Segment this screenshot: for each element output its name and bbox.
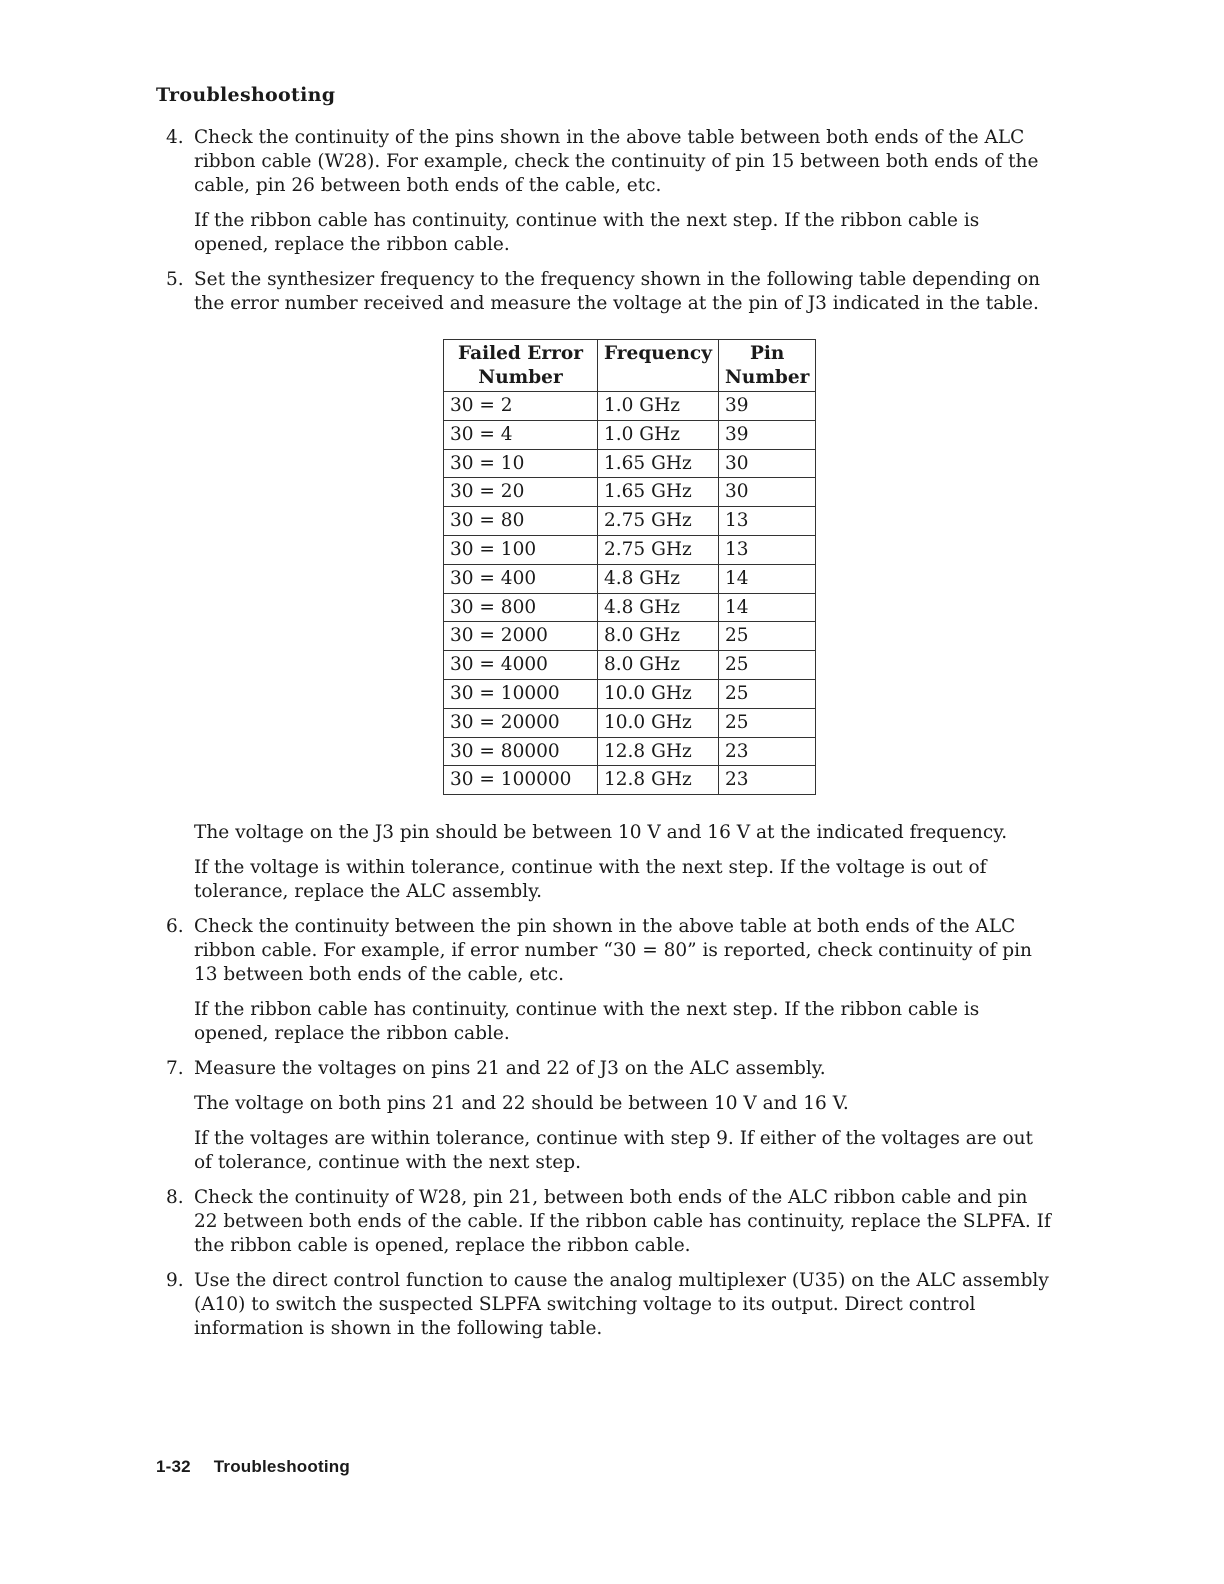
frequency-cell: 8.0 GHz <box>598 651 719 680</box>
pin-cell: 14 <box>718 564 815 593</box>
step-6 <box>166 915 1056 987</box>
pin-cell: 14 <box>718 593 815 622</box>
table-row <box>444 507 816 536</box>
error-number-cell: 30 = 400 <box>444 564 598 593</box>
step-number: 5. <box>166 269 184 290</box>
pin-cell: 25 <box>718 708 815 737</box>
table-row <box>444 449 816 478</box>
frequency-cell: 2.75 GHz <box>598 507 719 536</box>
error-number-cell: 30 = 4 <box>444 420 598 449</box>
error-number-cell: 30 = 10 <box>444 449 598 478</box>
pin-cell: 13 <box>718 535 815 564</box>
error-number-cell: 30 = 2 <box>444 392 598 421</box>
step-text: Check the continuity of the pins shown in the above table between both ends of the ALC ribbon cable (W28). For example, check the continuity of pin 15 between both ends of the cable, pin 26 between both ends of the cable, etc. <box>194 127 1039 196</box>
frequency-cell: 12.8 GHz <box>598 766 719 795</box>
step-4 <box>166 126 1056 198</box>
step-6-note: If the ribbon cable has continuity, continue with the next step. If the ribbon cable is opened, replace the ribbon cable. <box>194 999 980 1045</box>
step-number: 4. <box>166 127 184 148</box>
table-header-row <box>444 340 816 392</box>
table-row <box>444 420 816 449</box>
error-frequency-table <box>443 339 816 795</box>
table-row <box>444 593 816 622</box>
step-text: Check the continuity of W28, pin 21, between both ends of the ALC ribbon cable and pin 22 between both ends of the cable. If the ribbon cable has continuity, replace the SLPFA. If the ribbon cable is opened, replace the ribbon cable. <box>194 1187 1051 1257</box>
frequency-cell: 4.8 GHz <box>598 593 719 622</box>
frequency-cell: 10.0 GHz <box>598 708 719 737</box>
table-row <box>444 478 816 507</box>
header-failed-error-number: Failed Error Number <box>444 340 598 392</box>
page-content <box>166 126 1056 1352</box>
step-text: Measure the voltages on pins 21 and 22 of J3 on the ALC assembly. <box>194 1058 826 1080</box>
step-7-note-tolerance: If the voltages are within tolerance, continue with step 9. If either of the voltages are out of tolerance, continue with the next step. <box>194 1128 1033 1174</box>
table-row <box>444 708 816 737</box>
table-row <box>444 651 816 680</box>
step-7-note-voltage: The voltage on both pins 21 and 22 should be between 10 V and 16 V. <box>194 1093 849 1115</box>
pin-cell: 13 <box>718 507 815 536</box>
table-row <box>444 392 816 421</box>
frequency-cell: 1.65 GHz <box>598 478 719 507</box>
pin-cell: 25 <box>718 651 815 680</box>
table-row <box>444 766 816 795</box>
step-7 <box>166 1057 1056 1081</box>
step-number: 7. <box>166 1058 184 1080</box>
pin-cell: 25 <box>718 622 815 651</box>
error-number-cell: 30 = 80000 <box>444 737 598 766</box>
error-number-cell: 30 = 20 <box>444 478 598 507</box>
error-number-cell: 30 = 800 <box>444 593 598 622</box>
step-number: 9. <box>166 1270 184 1292</box>
pin-cell: 39 <box>718 392 815 421</box>
frequency-cell: 8.0 GHz <box>598 622 719 651</box>
pin-cell: 30 <box>718 449 815 478</box>
error-number-cell: 30 = 80 <box>444 507 598 536</box>
step-number: 8. <box>166 1187 184 1209</box>
table-row <box>444 622 816 651</box>
error-number-cell: 30 = 20000 <box>444 708 598 737</box>
frequency-cell: 1.65 GHz <box>598 449 719 478</box>
footer-section-title: Troubleshooting <box>213 1457 350 1476</box>
step-8 <box>166 1186 1056 1258</box>
step-text: Set the synthesizer frequency to the frequency shown in the following table depending on the error number received and measure the voltage at the pin of J3 indicated in the table. <box>194 269 1041 314</box>
step-9 <box>166 1269 1056 1341</box>
voltage-range-note: The voltage on the J3 pin should be between 10 V and 16 V at the indicated frequency. <box>194 822 1008 844</box>
error-number-cell: 30 = 100 <box>444 535 598 564</box>
pin-cell: 23 <box>718 737 815 766</box>
page-footer <box>156 1457 350 1477</box>
pin-cell: 25 <box>718 679 815 708</box>
step-4-note: If the ribbon cable has continuity, continue with the next step. If the ribbon cable is opened, replace the ribbon cable. <box>194 210 980 255</box>
section-heading: Troubleshooting <box>156 84 336 106</box>
table-row <box>444 535 816 564</box>
error-number-cell: 30 = 2000 <box>444 622 598 651</box>
table-row <box>444 564 816 593</box>
step-5 <box>166 268 1056 316</box>
voltage-tolerance-note: If the voltage is within tolerance, continue with the next step. If the voltage is out of tolerance, replace the ALC assembly. <box>194 857 987 903</box>
frequency-cell: 2.75 GHz <box>598 535 719 564</box>
pin-cell: 30 <box>718 478 815 507</box>
error-number-cell: 30 = 4000 <box>444 651 598 680</box>
error-number-cell: 30 = 10000 <box>444 679 598 708</box>
frequency-cell: 4.8 GHz <box>598 564 719 593</box>
step-text: Use the direct control function to cause the analog multiplexer (U35) on the ALC assembly (A10) to switch the suspected SLPFA switching voltage to its output. Direct control information is shown in the following table. <box>194 1270 1049 1340</box>
pin-cell: 39 <box>718 420 815 449</box>
frequency-cell: 12.8 GHz <box>598 737 719 766</box>
step-text: Check the continuity between the pin shown in the above table at both ends of the ALC ribbon cable. For example, if error number “30 = 80” is reported, check continuity of pin 13 between both ends of the cable, etc. <box>194 916 1032 986</box>
table-row <box>444 737 816 766</box>
header-pin-number: Pin Number <box>718 340 815 392</box>
pin-cell: 23 <box>718 766 815 795</box>
table-row <box>444 679 816 708</box>
error-number-cell: 30 = 100000 <box>444 766 598 795</box>
page-number: 1-32 <box>156 1457 191 1476</box>
frequency-cell: 10.0 GHz <box>598 679 719 708</box>
header-frequency: Frequency <box>598 340 719 392</box>
frequency-cell: 1.0 GHz <box>598 420 719 449</box>
step-number: 6. <box>166 916 184 938</box>
frequency-cell: 1.0 GHz <box>598 392 719 421</box>
